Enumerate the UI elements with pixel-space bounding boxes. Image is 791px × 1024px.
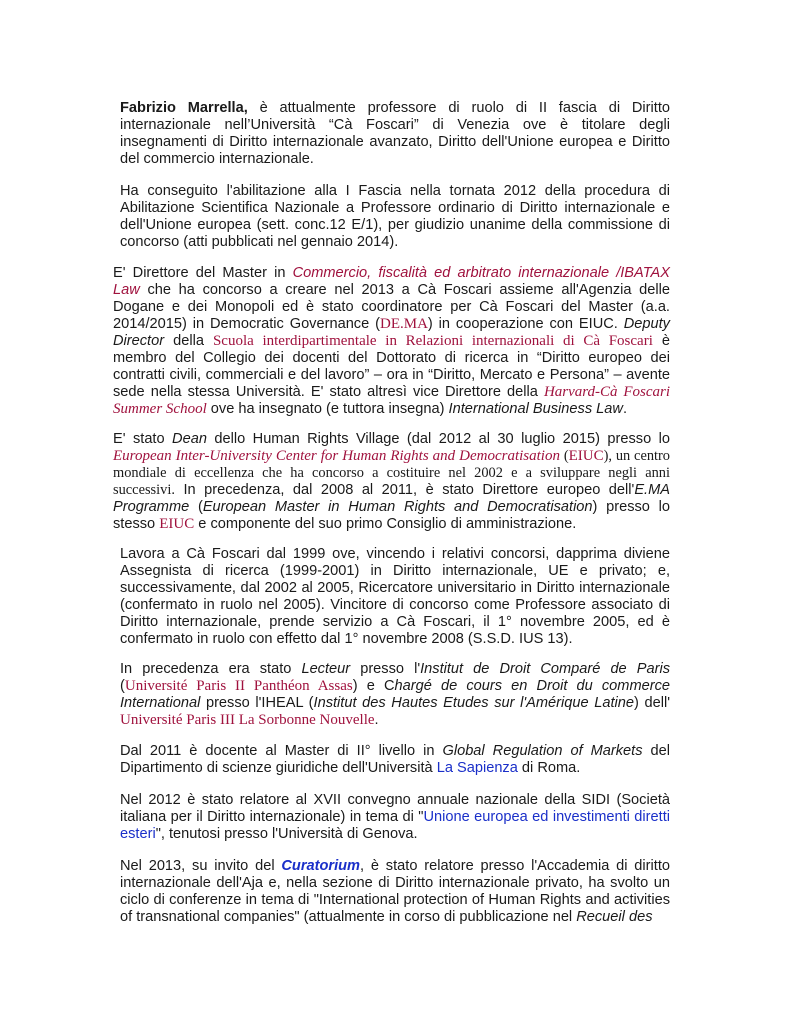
- paragraph-abilitazione: [120, 183, 670, 251]
- text-span: ), un centro mondiale di eccellenza che ha concorso a costituire nel 2002 e a sviluppare negli anni successivi.: [113, 448, 671, 498]
- link-dema[interactable]: DE.MA: [379, 316, 428, 332]
- text-span: del Dipartimento di scienze giuridiche dell'Università: [120, 743, 671, 776]
- link-paris-ii[interactable]: Université Paris II Panthéon Assas: [124, 678, 353, 694]
- text-span: è membro del Collegio dei docenti del Dottorato di ricerca in “Diritto europeo dei contratti civili, commerciali e del lavoro” – ora in “Diritto, Mercato e Persona” – avente sede nella stessa Università. E' stato altresì vice Direttore della: [113, 333, 670, 400]
- italic-span: European Master in Human Rights and Democratisation: [202, 499, 593, 515]
- italic-span: Dean: [172, 431, 207, 447]
- italic-span: Deputy Director: [113, 316, 670, 349]
- text-span: E' stato: [113, 431, 173, 447]
- abilitazione-text: Ha conseguito l'abilitazione alla I Fascia nella tornata 2012 della procedura di Abilitazione Scientifica Nazionale a Professore ordinario di Diritto internazionale e dell'Unione europea (sett. conc.12 E/1), per giudizio unanime della commissione di concorso (atti pubblicati nel gennaio 2014).: [120, 183, 670, 250]
- text-span: .: [622, 401, 628, 417]
- italic-span: Institut des Hautes Etudes sur l'Amérique Latine: [313, 695, 634, 711]
- link-harvard-summer-school[interactable]: Harvard-Cà Foscari Summer School: [113, 384, 670, 417]
- text-span: presso l'IHEAL (: [200, 695, 314, 711]
- author-name: Fabrizio Marrella,: [120, 100, 248, 116]
- text-span: che ha concorso a creare nel 2013 a Cà Foscari assieme all'Agenzia delle Dogane e dei Monopoli ed è stato coordinatore per Cà Foscari del Master (a.a. 2014/2015) in Democratic Governance (: [113, 282, 670, 332]
- text-span: dello Human Rights Village (dal 2012 al 30 luglio 2015) presso lo: [206, 431, 670, 447]
- text-span: e componente del suo primo Consiglio di amministrazione.: [194, 516, 577, 532]
- link-eiuc[interactable]: EIUC: [568, 448, 604, 464]
- italic-span: International Business Law: [448, 401, 623, 417]
- text-span: In precedenza era stato: [120, 661, 302, 677]
- paragraph-sidi: [120, 792, 670, 843]
- carriera-text: Lavora a Cà Foscari dal 1999 ove, vincendo i relativi concorsi, dapprima diviene Assegnista di ricerca (1999-2001) in Diritto internazionale, UE e privato; e, successivamente, dal 2002 al 2005, Ricercatore universitario in Diritto internazionale (confermato in ruolo nel 2005). Vincitore di concorso come Professore associato di Diritto internazionale, prende servizio a Cà Foscari, il 1° novembre 2005, ed è confermato in ruolo con effetto dal 1° novembre 2008 (S.S.D. IUS 13).: [120, 546, 670, 647]
- link-ibatax-master[interactable]: Commercio, fiscalità ed arbitrato internazionale /IBATAX Law: [113, 265, 670, 298]
- text-span: di Roma.: [517, 760, 581, 776]
- paragraph-aja: [120, 858, 670, 926]
- text-span: , è stato relatore presso l'Accademia di diritto internazionale dell'Aja e, nella sezione di Diritto internazionale privato, ha svolto un ciclo di conferenze in tema di "International protection of Human Rights and activities of transnational companies" (attualmente in corso di pubblicazione nel: [120, 858, 670, 925]
- paragraph-carriera: [120, 546, 670, 648]
- link-curatorium[interactable]: Curatorium: [281, 858, 361, 874]
- paragraph-sapienza: [120, 743, 670, 777]
- text-span: ) presso lo stesso: [113, 499, 670, 532]
- text-span: ove ha insegnato (e tuttora insegna): [206, 401, 449, 417]
- italic-span: hargé de cours en Droit du commerce International: [120, 678, 671, 711]
- intro-text: è attualmente professore di ruolo di II fascia di Diritto internazionale nell’Università “Cà Foscari” di Venezia ove è titolare degli insegnamenti di Diritto internazionale avanzato, Diritto dell'Unione europea e Diritto del commercio internazionale.: [120, 100, 670, 167]
- link-paris-iii[interactable]: Université Paris III La Sorbonne Nouvelle: [120, 712, 375, 728]
- text-span: E' Direttore del Master in: [113, 265, 293, 281]
- text-span: (: [559, 448, 569, 464]
- link-unione-europea-investimenti[interactable]: Unione europea ed investimenti diretti esteri: [120, 809, 670, 842]
- link-eiuc-2[interactable]: EIUC: [159, 516, 195, 532]
- italic-span: Recueil des: [576, 909, 653, 925]
- text-span: della: [164, 333, 213, 349]
- italic-span: Lecteur: [301, 661, 351, 677]
- text-span: presso l': [350, 661, 421, 677]
- text-span: ", tenutosi presso l'Università di Genova.: [155, 826, 418, 842]
- text-span: (: [120, 678, 125, 694]
- paragraph-direttore-master: [113, 265, 670, 418]
- text-span: In precedenza, dal 2008 al 2011, è stato Direttore europeo dell': [174, 482, 635, 498]
- text-span: (: [189, 499, 203, 515]
- paragraph-dean: [113, 431, 670, 533]
- text-span: ) dell': [634, 695, 670, 711]
- italic-span: Institut de Droit Comparé de Paris: [420, 661, 670, 677]
- italic-span: Global Regulation of Markets: [442, 743, 643, 759]
- text-span: Nel 2012 è stato relatore al XVII convegno annuale nazionale della SIDI (Società italiana per il Diritto internazionale) in tema di ": [120, 792, 670, 825]
- text-span: Dal 2011 è docente al Master di II° livello in: [120, 743, 443, 759]
- link-la-sapienza[interactable]: La Sapienza: [436, 760, 518, 776]
- text-span: ) in cooperazione con EIUC.: [427, 316, 624, 332]
- text-span: ) e C: [352, 678, 395, 694]
- text-span: .: [374, 712, 379, 728]
- text-span: Nel 2013, su invito del: [120, 858, 282, 874]
- paragraph-lecteur: [120, 661, 670, 729]
- link-scuola-relazioni[interactable]: Scuola interdipartimentale in Relazioni internazionali di Cà Foscari: [212, 333, 653, 349]
- link-eiuc-center[interactable]: European Inter-University Center for Human Rights and Democratisation: [113, 448, 560, 464]
- paragraph-intro: [120, 100, 670, 168]
- italic-span: E.MA Programme: [113, 482, 670, 515]
